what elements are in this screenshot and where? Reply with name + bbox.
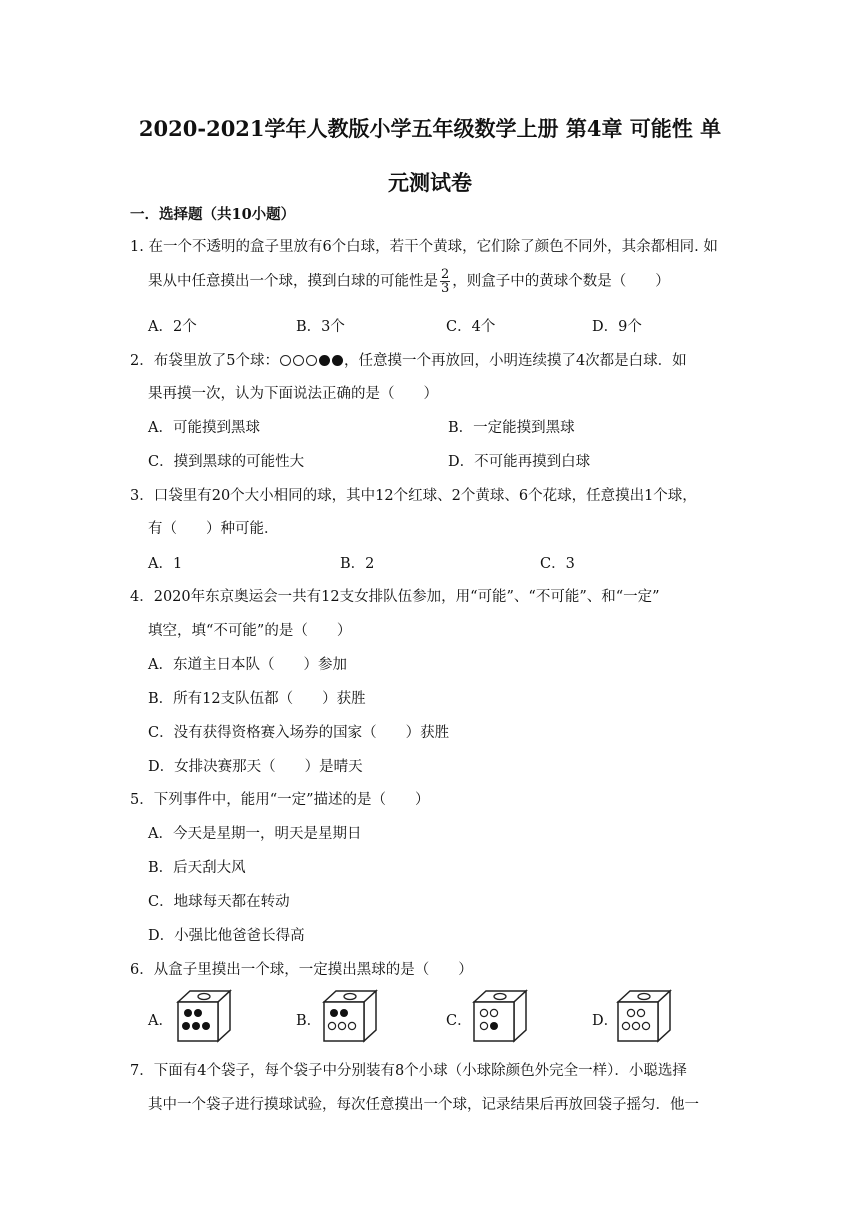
q1-line-2 [148,268,670,295]
q2-line-2: 果再摸一次，认为下面说法正确的是（ ） [148,386,438,402]
black-ball-icon [332,355,343,366]
white-ball-icon [480,1022,487,1029]
die-hole [494,994,506,1000]
white-ball-icon [293,355,304,366]
section-heading: 一．选择题（共10小题） [130,206,296,223]
white-ball-icon [348,1022,355,1029]
q3-option-a[interactable]: A．1 [148,556,183,572]
white-ball-icon [622,1022,629,1029]
black-ball-icon [194,1009,202,1017]
q2-line-1 [130,349,687,370]
q6-line-1: 6．从盒子里摸出一个球，一定摸出黑球的是（ ） [130,962,473,978]
white-ball-icon [280,355,291,366]
white-ball-icon [627,1009,634,1016]
white-ball-icon [338,1022,345,1029]
white-ball-icon [306,355,317,366]
black-ball-icon [184,1009,192,1017]
q3-option-c[interactable]: C．3 [540,556,575,572]
q4-option-a[interactable]: A．东道主日本队（ ）参加 [148,657,347,673]
q4-line-2: 填空，填“不可能”的是（ ） [148,623,352,639]
q2-option-d[interactable]: D．不可能再摸到白球 [448,454,591,470]
q5-option-d[interactable]: D．小强比他爸爸长得高 [148,928,305,944]
fraction-denominator: 3 [441,281,450,296]
ball-row [279,353,344,369]
black-ball-icon [319,355,330,366]
die-hole [344,994,356,1000]
q4-option-c[interactable]: C．没有获得资格赛入场券的国家（ ）获胜 [148,725,450,741]
q3-line-2: 有（ ）种可能． [148,521,279,537]
black-ball-icon [330,1009,338,1017]
white-ball-icon [642,1022,649,1029]
q6-die-d-icon[interactable] [614,988,672,1044]
die-hole [638,994,650,1000]
q6-option-a[interactable]: A． [148,1013,173,1029]
title-line-1: 2020-2021学年人教版小学五年级数学上册 第4章 可能性 单 [138,116,722,141]
q1-line-1: 1. 在一个不透明的盒子里放有6个白球，若干个黄球，它们除了颜色不同外，其余都相同. 如 [130,239,718,255]
q2-line-1-pre: 2．布袋里放了5个球： [130,353,279,369]
document-title [110,102,750,210]
q1-line-2-pre: 果从中任意摸出一个球，摸到白球的可能性是 [148,273,438,290]
q3-option-b[interactable]: B．2 [340,556,375,572]
die-front-face [618,1002,658,1041]
q1-option-b[interactable]: B．3个 [296,319,345,335]
q7-line-2: 其中一个袋子进行摸球试验，每次任意摸出一个球，记录结果后再放回袋子摇匀．他一 [148,1097,699,1113]
q6-option-c[interactable]: C． [446,1013,472,1029]
q6-die-a-icon[interactable] [174,988,232,1044]
black-ball-icon [192,1022,200,1030]
white-ball-icon [637,1009,644,1016]
black-ball-icon [340,1009,348,1017]
fraction-numerator: 2 [441,267,450,282]
black-ball-icon [202,1022,210,1030]
white-ball-icon [632,1022,639,1029]
white-ball-icon [490,1009,497,1016]
die-front-face [324,1002,364,1041]
die-front-face [178,1002,218,1041]
q1-option-a[interactable]: A．2个 [148,319,197,335]
q6-die-c-icon[interactable] [470,988,528,1044]
q1-line-2-post: ，则盒子中的黄球个数是（ ） [452,273,670,290]
q2-option-b[interactable]: B．一定能摸到黑球 [448,420,575,436]
q6-option-b[interactable]: B． [296,1013,322,1029]
black-ball-icon [490,1022,498,1030]
q2-line-1-post: ，任意摸一个再放回，小明连续摸了4次都是白球．如 [343,353,687,369]
q2-option-c[interactable]: C．摸到黑球的可能性大 [148,454,305,470]
q5-line-1: 5．下列事件中，能用“一定”描述的是（ ） [130,792,430,808]
q6-option-d[interactable]: D． [592,1013,619,1029]
q1-option-c[interactable]: C．4个 [446,319,496,335]
white-ball-icon [480,1009,487,1016]
q5-option-c[interactable]: C．地球每天都在转动 [148,894,290,910]
q4-option-b[interactable]: B．所有12支队伍都（ ）获胜 [148,691,366,707]
q7-line-1: 7．下面有4个袋子，每个袋子中分别装有8个小球（小球除颜色外完全一样）．小聪选择 [130,1063,687,1079]
q5-option-a[interactable]: A．今天是星期一，明天是星期日 [148,826,362,842]
q1-option-d[interactable]: D．9个 [592,319,642,335]
q4-option-d[interactable]: D．女排决赛那天（ ）是晴天 [148,759,363,775]
white-ball-icon [328,1022,335,1029]
q5-option-b[interactable]: B．后天刮大风 [148,860,246,876]
title-line-2: 元测试卷 [388,170,472,195]
die-hole [198,994,210,1000]
q4-line-1: 4．2020年东京奥运会一共有12支女排队伍参加，用“可能”、“不可能”、和“一定” [130,589,660,605]
q2-option-a[interactable]: A．可能摸到黑球 [148,420,260,436]
q6-die-b-icon[interactable] [320,988,378,1044]
q3-line-1: 3．口袋里有20个大小相同的球，其中12个红球、2个黄球、6个花球，任意摸出1个球， [130,488,697,504]
probability-fraction [440,268,450,295]
die-front-face [474,1002,514,1041]
black-ball-icon [182,1022,190,1030]
